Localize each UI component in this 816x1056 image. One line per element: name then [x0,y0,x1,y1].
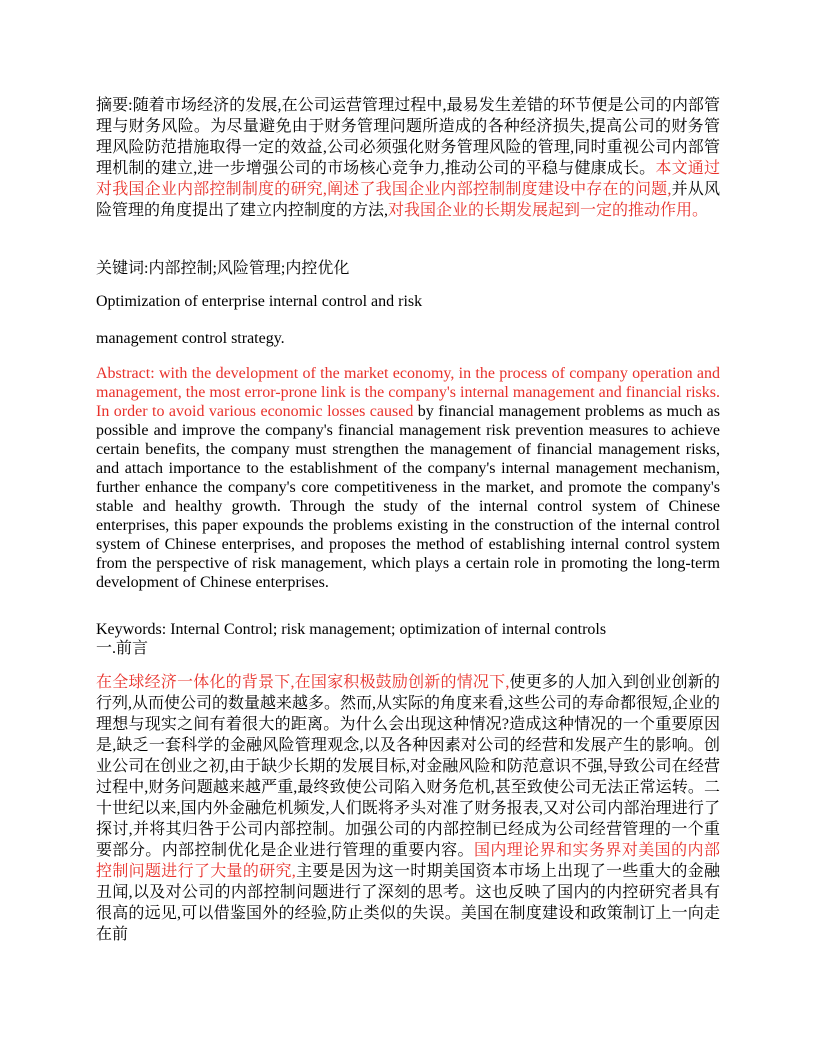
abstract-en-red-text: Abstract: with the development of the market economy, in the process of company operation and management, the most error-prone link is the company's internal management and financial risks. In order to avoid various economic losses caused [96,365,720,420]
section-heading-intro: 一.前言 [96,640,149,657]
abstract-cn-red-text-2: 对我国企业的长期发展起到一定的推动作用。 [388,202,709,219]
abstract-en-text: by financial management problems as much as possible and improve the company's financial management risk prevention measures to achieve certain benefits, the company must strengthen the management of financial management risks, and attach importance to the establishment of the company's internal management mechanism, further enhance the company's core competitiveness in the market, and promote the company's stable and healthy growth. Through the study of the internal control system of Chinese enterprises, this paper expounds the problems existing in the construction of the internal control system of Chinese enterprises, and proposes the method of establishing internal control system from the perspective of risk management, which plays a certain role in promoting the long-term development of Chinese enterprises. [96,403,720,591]
abstract-cn-red-text-1: 本文通过对我国企业内部控制制度的研究,阐述了我国企业内部控制制度建设中存在的问题, [96,160,720,198]
abstract-cn-text-2: 并从风险管理的角度提出了建立内控制度的方法, [96,181,720,219]
abstract-cn-paragraph [96,95,720,221]
intro-red-text-1: 在全球经济一体化的背景下,在国家积极鼓励创新的情况下, [96,674,510,691]
intro-text-1: 使更多的人加入到创业创新的行列,从而使公司的数量越来越多。然而,从实际的角度来看,这些公司的寿命都很短,企业的理想与现实之间有着很大的距离。为什么会出现这种情况?造成这种情况的一个重要原因是,缺乏一套科学的金融风险管理观念,以及各种因素对公司的经营和发展产生的影响。创业公司在创业之初,由于缺少长期的发展目标,对金融风险和防范意识不强,导致公司在经营过程中,财务问题越来越严重,最终致使公司陷入财务危机,甚至致使公司无法正常运转。二十世纪以来,国内外金融危机频发,人们既将矛头对准了财务报表,又对公司内部治理进行了探讨,并将其归咎于公司内部控制。加强公司的内部控制已经成为公司经营管理的一个重要部分。内部控制优化是企业进行管理的重要内容。 [96,674,721,859]
title-en-line-1: Optimization of enterprise internal control and risk [96,293,423,310]
keywords-en-line: Keywords: Internal Control; risk management; optimization of internal controls [96,621,607,638]
title-en-line-2: management control strategy. [96,330,285,347]
abstract-cn-text-1: 摘要:随着市场经济的发展,在公司运营管理过程中,最易发生差错的环节便是公司的内部管理与财务风险。为尽量避免由于财务管理问题所造成的各种经济损失,提高公司的财务管理风险防范措施取得一定的效益,公司必须强化财务管理风险的管理,同时重视公司内部管理机制的建立,进一步增强公司的市场核心竞争力,推动公司的平稳与健康成长。 [96,97,720,177]
intro-paragraph [96,672,720,945]
abstract-en-paragraph [96,364,720,592]
intro-text-2: 主要是因为这一时期美国资本市场上出现了一些重大的金融丑闻,以及对公司的内部控制问题进行了深刻的思考。这也反映了国内的内控研究者具有很高的远见,可以借鉴国外的经验,防止类似的失误。美国在制度建设和政策制订上一向走在前 [96,863,720,943]
keywords-cn-line: 关键词:内部控制;风险管理;内控优化 [96,260,350,277]
intro-red-text-2: 国内理论界和实务界对美国的内部控制问题进行了大量的研究, [96,842,720,880]
